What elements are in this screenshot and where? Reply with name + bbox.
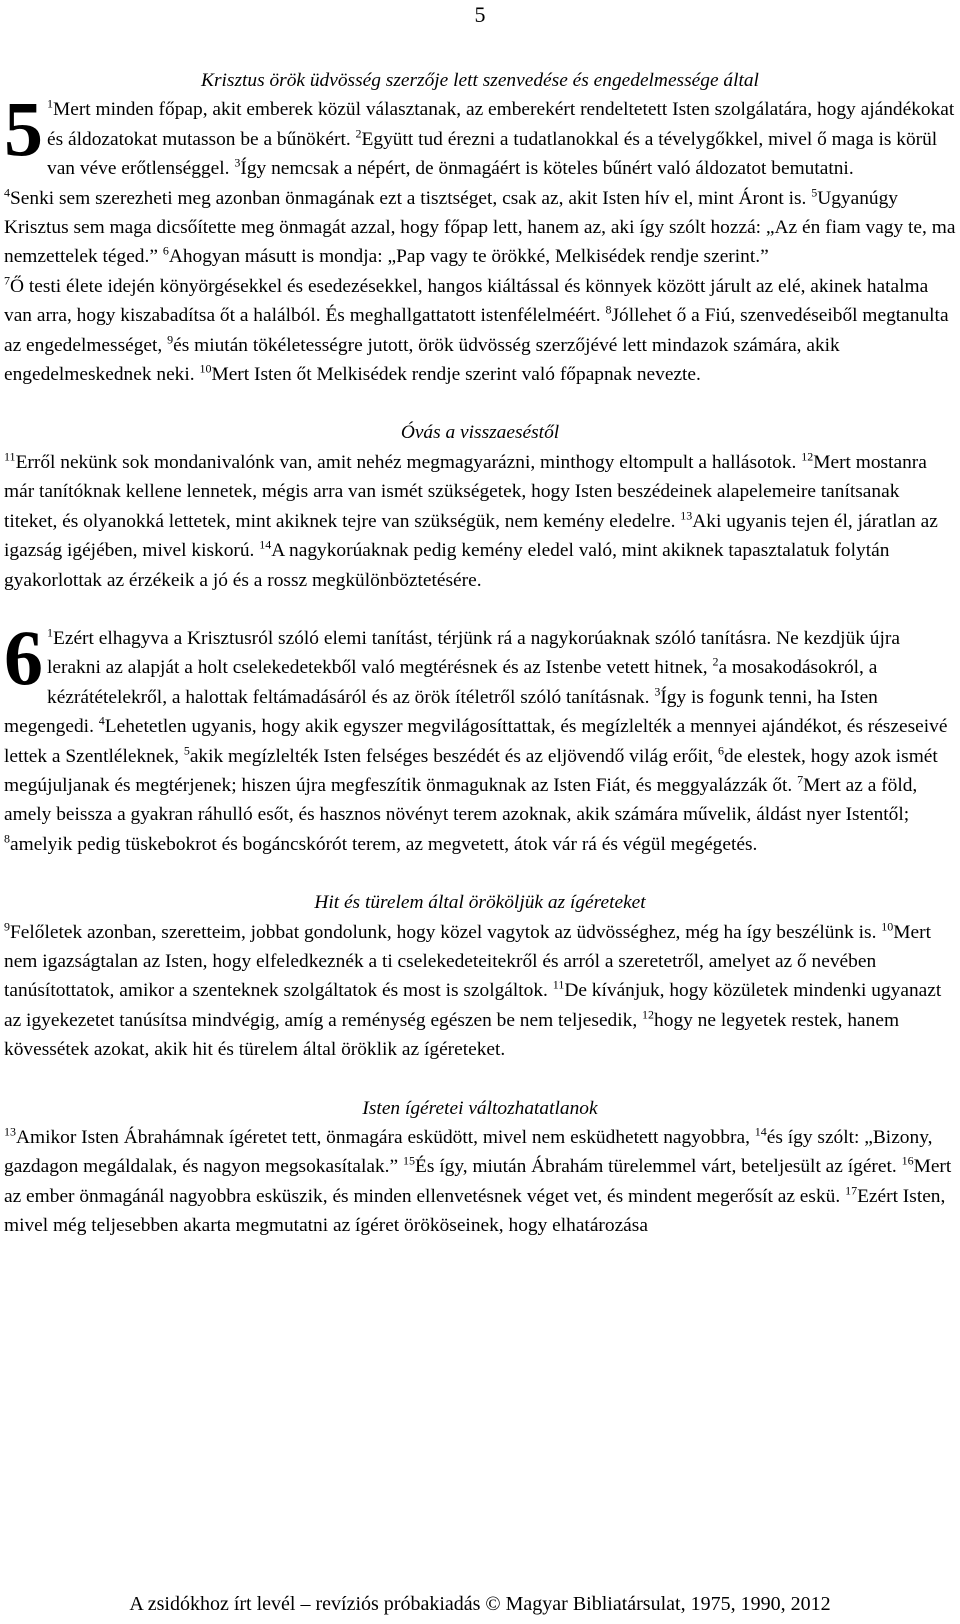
- verse-number: 4: [98, 713, 105, 728]
- verse-text: Aki ugyanis tejen él, járatlan az igazság igéjében, mivel kiskorú.: [4, 510, 938, 562]
- verse-text: Ezért elhagyva a Krisztusról szóló elemi tanítást, térjünk rá a nagykorúaknak szóló tanításra. Ne kezdjük újra lerakni az alapját a holt cselekedetekből való megtérésnek és az Istenbe vetett hitnek,: [47, 627, 900, 679]
- verse-number: 14: [754, 1124, 767, 1139]
- verse-text: És így, miután Ábrahám türelemmel várt, beteljesült az ígéret.: [415, 1156, 902, 1178]
- section-block: [4, 918, 956, 1065]
- verse-text: Ugyanúgy Krisztus sem maga dicsőítette meg önmagát azzal, hogy főpap lett, hanem az, aki így szólt hozzá: „Az én fiam vagy te, ma nemzettelek téged.”: [4, 187, 956, 268]
- verse-text: Mert nem igazságtalan az Isten, hogy elfeledkeznék a ti cselekedeteitekről és arról a szeretetről, amelyet az ő nevében tanúsítottatok, amikor a szenteknek szolgáltatok és most is szolgáltok.: [4, 921, 931, 1002]
- paragraph: [4, 918, 956, 1065]
- verse-text: Mert az ember önmagánál nagyobbra esküszik, és minden ellenvetésnek véget vet, és mindent megerősít az eskü.: [4, 1156, 952, 1207]
- section-heading: Hit és türelem által örököljük az ígéreteket: [314, 892, 646, 914]
- paragraph: [4, 85, 956, 183]
- paragraph: [4, 613, 956, 859]
- verse-number: 10: [199, 361, 212, 376]
- verse-number: 13: [680, 508, 693, 523]
- verse-text: Ezért Isten, mivel még teljesebben akarta megmutatni az ígéret örököseinek, hogy elhatározása: [4, 1185, 946, 1237]
- document-body: [4, 66, 956, 1241]
- page-number: 5: [474, 2, 486, 27]
- paragraph: [4, 448, 956, 595]
- verse-text: de elestek, hogy azok ismét megújuljanak és megtérjenek; hiszen újra megfeszítik önmaguknak az Isten Fiát, és meggyalázzák őt.: [4, 745, 938, 796]
- verse-number: 4: [4, 185, 10, 200]
- verse-text: Mert minden főpap, akit emberek közül választanak, az emberekért rendeltetett Isten szolgálatára, hogy ajándékokat és áldozatokat mutasson be a bűnökért.: [47, 99, 955, 150]
- verse-number: 10: [881, 919, 894, 934]
- verse-number: 5: [183, 743, 190, 758]
- verse-text: Így nemcsak a népért, de önmagáért is köteles bűnért való áldozatot bemutatni.: [240, 158, 854, 180]
- verse-number: 15: [403, 1153, 415, 1168]
- verse-text: amelyik pedig tüskebokrot és bogáncskórót terem, az megvetett, átok vár rá és végül megégetés.: [10, 833, 758, 855]
- paragraph: [4, 184, 956, 272]
- section-heading: Krisztus örök üdvösség szerzője lett szenvedése és engedelmessége által: [201, 70, 759, 91]
- verse-number: 9: [167, 332, 174, 347]
- verse-number: 3: [654, 684, 661, 699]
- section-block: [4, 448, 956, 595]
- verse-number: 3: [234, 155, 241, 170]
- verse-text: a mosakodásokról, a kézrátételekről, a halottak feltámadásáról és az örök ítéletről szóló tanításnak.: [47, 657, 878, 708]
- verse-text: és így szólt: „Bizony, gazdagon megáldalak, és nagyon megsokasítalak.”: [4, 1127, 933, 1178]
- verse-number: 8: [605, 302, 612, 317]
- verse-number: 14: [259, 537, 272, 552]
- verse-number: 17: [845, 1183, 858, 1198]
- verse-text: Így is fogunk tenni, ha Isten megengedi.: [4, 686, 878, 738]
- section-heading: Isten ígéretei változhatatlanok: [362, 1097, 598, 1119]
- verse-text: Mert Isten őt Melkisédek rendje szerint való főpapnak nevezte.: [211, 364, 701, 386]
- verse-number: 11: [552, 977, 565, 992]
- verse-text: és miután tökéletességre jutott, örök üdvösség szerzőjévé lett mindazok számára, akik engedelmeskednek neki.: [4, 334, 840, 386]
- verse-text: A nagykorúaknak pedig kemény eledel való, mint akiknek tapasztalatuk folytán gyakorlottak az érzékeik a jó és a rossz megkülönböztetésére.: [4, 540, 890, 591]
- verse-text: Együtt tud érezni a tudatlanokkal és a tévelygőkkel, mivel ő maga is körül van véve erőtlenséggel.: [47, 128, 938, 180]
- verse-text: Ahogyan másutt is mondja: „Pap vagy te örökké, Melkisédek rendje szerint.”: [168, 246, 769, 268]
- verse-text: Erről nekünk sok mondanivalónk van, amit nehéz megmagyarázni, minthogy eltompult a hallásotok.: [15, 451, 802, 473]
- verse-number: 6: [718, 743, 725, 758]
- verse-text: Lehetetlen ugyanis, hogy akik egyszer megvilágosíttattak, és megízlelték a mennyei ajándékot, és részeseivé lettek a Szentléleknek,: [4, 716, 948, 767]
- section-block: [4, 1123, 956, 1241]
- verse-text: Amikor Isten Ábrahámnak ígéretet tett, önmagára esküdött, mivel nem esküdhetett nagyobbra,: [16, 1127, 755, 1148]
- verse-text: Mert mostanra már tanítóknak kellene lennetek, mégis arra van ismét szükségetek, hogy Isten beszédeinek alapelemeire tanítsanak titeket, és olyanokká lettetek, mint akiknek tejre van szükségük, nem kemény eledelre.: [4, 451, 927, 532]
- verse-number: 12: [801, 449, 814, 464]
- verse-number: 2: [355, 126, 362, 141]
- verse-text: Felőletek azonban, szeretteim, jobbat gondolunk, hogy közel vagytok az üdvösséghez, még ha így beszélünk is.: [10, 921, 882, 943]
- paragraph: [4, 272, 956, 390]
- verse-text: Senki sem szerezheti meg azonban önmagának ezt a tisztséget, csak az, akit Isten hív el, mint Áront is.: [10, 187, 812, 209]
- page-footer: A zsidókhoz írt levél – revíziós próbakiadás © Magyar Bibliatársulat, 1975, 1990, 2012: [129, 1593, 831, 1615]
- section-block: [4, 613, 956, 859]
- chapter-number: 6: [4, 613, 43, 701]
- verse-number: 7: [4, 273, 10, 288]
- paragraph: [4, 1123, 956, 1241]
- verse-text: akik megízlelték Isten felséges beszédét és az eljövendő világ erőit,: [189, 745, 719, 767]
- verse-number: 12: [642, 1007, 655, 1022]
- verse-number: 7: [797, 772, 804, 787]
- verse-number: 13: [4, 1124, 16, 1139]
- section-heading: Óvás a visszaeséstől: [400, 422, 560, 444]
- section-block: [4, 85, 956, 389]
- verse-text: Jóllehet ő a Fiú, szenvedéseiből megtanulta az engedelmességet,: [4, 305, 949, 356]
- chapter-number: 5: [4, 85, 43, 173]
- verse-number: 5: [811, 185, 818, 200]
- verse-number: 16: [901, 1153, 914, 1168]
- verse-text: Mert az a föld, amely beissza a gyakran ráhulló esőt, és hasznos növényt terem azoknak, akik számára művelik, áldást nyer Istentől;: [4, 774, 918, 826]
- verse-number: 8: [4, 831, 10, 846]
- verse-number: 9: [4, 919, 10, 934]
- verse-number: 11: [4, 449, 16, 464]
- verse-number: 6: [162, 243, 169, 258]
- verse-number: 1: [47, 96, 53, 111]
- verse-text: De kívánjuk, hogy közületek mindenki ugyanazt az igyekezetet tanúsítsa mindvégig, amíg a reménység egészen be nem teljesedik,: [4, 980, 942, 1031]
- verse-number: 2: [712, 654, 719, 669]
- verse-number: 1: [47, 625, 53, 640]
- verse-text: Ő testi élete idején könyörgésekkel és esedezésekkel, hangos kiáltással és könnyek között járult az elé, akinek hatalma van arra, hogy kiszabadítsa őt a halálból. És meghallgattatott istenfélelméért.: [4, 275, 929, 327]
- verse-text: hogy ne legyetek restek, hanem kövessétek azokat, akik hit és türelem által öröklik az ígéreteket.: [4, 1009, 900, 1061]
